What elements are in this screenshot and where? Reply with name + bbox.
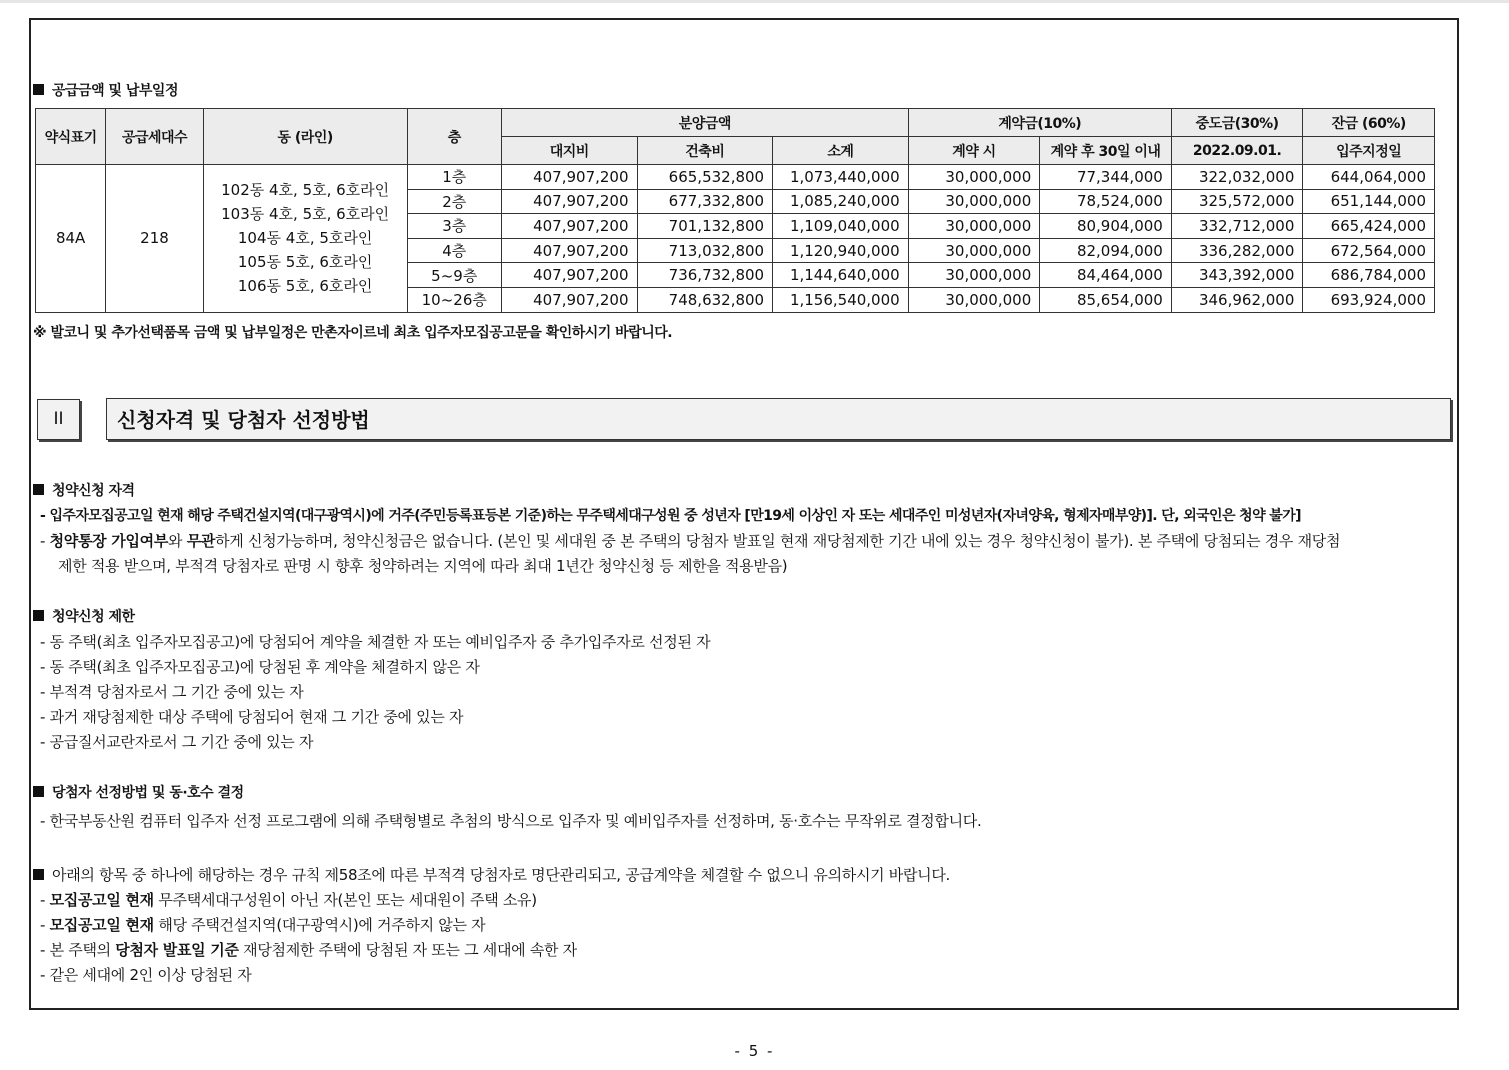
floor-cell: 4층 [407,238,501,263]
ineligible-item: - 모집공고일 현재 해당 주택건설지역(대구광역시)에 거주하지 않는 자 [40,916,486,934]
page-number: - 5 - [734,1042,775,1060]
within-30-cell: 77,344,000 [1040,165,1172,190]
land-cell: 407,907,200 [501,287,637,312]
land-cell: 407,907,200 [501,238,637,263]
floor-cell: 1층 [407,165,501,190]
col-interim: 중도금(30%) [1171,109,1303,137]
land-cell: 407,907,200 [501,189,637,214]
col-at-contract: 계약 시 [908,137,1040,165]
balance-cell: 665,424,000 [1303,214,1435,239]
table-row [36,165,1435,190]
section-number-badge: II [37,399,80,440]
col-type: 약식표기 [36,109,106,165]
within-30-cell: 82,094,000 [1040,238,1172,263]
col-deposit: 계약금(10%) [908,109,1171,137]
land-cell: 407,907,200 [501,263,637,288]
col-interim-date: 2022.09.01. [1171,137,1303,165]
construction-cell: 736,732,800 [637,263,773,288]
construction-cell: 713,032,800 [637,238,773,263]
building-line: 105동 5호, 6호라인 [237,253,373,272]
balance-cell: 644,064,000 [1303,165,1435,190]
floor-cell: 10~26층 [407,287,501,312]
building-lines-cell [203,165,407,313]
within-30-cell: 78,524,000 [1040,189,1172,214]
col-balance: 잔금 (60%) [1303,109,1435,137]
square-bullet-icon [33,84,44,95]
building-line: 106동 5호, 6호라인 [237,277,373,296]
type-cell: 84A [36,165,106,313]
building-line: 103동 4호, 5호, 6호라인 [221,205,390,224]
restriction-item: - 과거 재당첨제한 대상 주택에 당첨되어 현재 그 기간 중에 있는 자 [40,708,464,726]
balance-cell: 672,564,000 [1303,238,1435,263]
selection-item: - 한국부동산원 컴퓨터 입주자 선정 프로그램에 의해 주택형별로 추첨의 방식으로 입주자 및 예비입주자를 선정하며, 동·호수는 무작위로 결정합니다. [40,812,982,830]
col-building: 동 (라인) [203,109,407,165]
at-contract-cell: 30,000,000 [908,263,1040,288]
eligibility-item: - 입주자모집공고일 현재 해당 주택건설지역(대구광역시)에 거주(주민등록표등본 기준)하는 무주택세대구성원 중 성년자 [만19세 이상인 자 또는 세대주인 미성년자(자녀양육, 형제자매부양)]. 단, 외국인은 청약 불가] [40,508,1301,524]
subtotal-cell: 1,109,040,000 [773,214,909,239]
construction-cell: 665,532,800 [637,165,773,190]
subtotal-cell: 1,120,940,000 [773,238,909,263]
subtotal-cell: 1,085,240,000 [773,189,909,214]
top-edge-line [0,0,1509,3]
col-within-30: 계약 후 30일 이내 [1040,137,1172,165]
at-contract-cell: 30,000,000 [908,214,1040,239]
balcony-note: ※ 발코니 및 추가선택품목 금액 및 납부일정은 만촌자이르네 최초 입주자모집공고문을 확인하시기 바랍니다. [33,325,673,341]
square-bullet-icon [33,484,44,495]
at-contract-cell: 30,000,000 [908,165,1040,190]
supply-price-heading: 공급금액 및 납부일정 [33,80,178,100]
balance-cell: 693,924,000 [1303,287,1435,312]
col-units: 공급세대수 [106,109,203,165]
restriction-item: - 부적격 당첨자로서 그 기간 중에 있는 자 [40,683,304,701]
col-balance-date: 입주지정일 [1303,137,1435,165]
subtotal-cell: 1,144,640,000 [773,263,909,288]
balance-cell: 651,144,000 [1303,189,1435,214]
interim-cell: 343,392,000 [1171,263,1303,288]
land-cell: 407,907,200 [501,165,637,190]
within-30-cell: 85,654,000 [1040,287,1172,312]
restriction-item: - 동 주택(최초 입주자모집공고)에 당첨되어 계약을 체결한 자 또는 예비입주자 중 추가입주자로 선정된 자 [40,633,711,651]
price-schedule-table [35,108,1435,313]
subtotal-cell: 1,073,440,000 [773,165,909,190]
floor-cell: 5~9층 [407,263,501,288]
interim-cell: 346,962,000 [1171,287,1303,312]
ineligible-heading: 아래의 항목 중 하나에 해당하는 경우 규칙 제58조에 따른 부적격 당첨자로 명단관리되고, 공급계약을 체결할 수 없으니 유의하시기 바랍니다. [33,864,950,885]
interim-cell: 332,712,000 [1171,214,1303,239]
col-sale-price: 분양금액 [501,109,908,137]
col-land: 대지비 [501,137,637,165]
table-header-row-1 [36,109,1435,137]
building-line: 102동 4호, 5호, 6호라인 [221,181,390,200]
ineligible-item: - 같은 세대에 2인 이상 당첨된 자 [40,966,252,984]
floor-cell: 2층 [407,189,501,214]
square-bullet-icon [33,610,44,621]
subtotal-cell: 1,156,540,000 [773,287,909,312]
restriction-item: - 공급질서교란자로서 그 기간 중에 있는 자 [40,733,314,751]
building-line: 104동 4호, 5호라인 [237,229,373,248]
floor-cell: 3층 [407,214,501,239]
at-contract-cell: 30,000,000 [908,189,1040,214]
col-floor: 층 [407,109,501,165]
at-contract-cell: 30,000,000 [908,238,1040,263]
construction-cell: 677,332,800 [637,189,773,214]
col-construction: 건축비 [637,137,773,165]
ineligible-item: - 모집공고일 현재 무주택세대구성원이 아닌 자(본인 또는 세대원이 주택 소유) [40,891,537,909]
eligibility-item-continued: 제한 적용 받으며, 부적격 당첨자로 판명 시 향후 청약하려는 지역에 따라 최대 1년간 청약신청 등 제한을 적용받음) [58,557,788,575]
within-30-cell: 80,904,000 [1040,214,1172,239]
interim-cell: 322,032,000 [1171,165,1303,190]
balance-cell: 686,784,000 [1303,263,1435,288]
eligibility-item: - 청약통장 가입여부와 무관하게 신청가능하며, 청약신청금은 없습니다. (본인 및 세대원 중 본 주택의 당첨자 발표일 현재 재당첨제한 기간 내에 있는 경우 청약신청이 불가). 본 주택에 당첨되는 경우 재당첨 [40,532,1341,550]
restriction-heading: 청약신청 제한 [33,606,135,626]
at-contract-cell: 30,000,000 [908,287,1040,312]
construction-cell: 701,132,800 [637,214,773,239]
col-subtotal: 소계 [773,137,909,165]
restriction-item: - 동 주택(최초 입주자모집공고)에 당첨된 후 계약을 체결하지 않은 자 [40,658,480,676]
land-cell: 407,907,200 [501,214,637,239]
selection-heading: 당첨자 선정방법 및 동·호수 결정 [33,782,244,802]
units-cell: 218 [106,165,203,313]
eligibility-heading: 청약신청 자격 [33,480,135,500]
construction-cell: 748,632,800 [637,287,773,312]
square-bullet-icon [33,786,44,797]
ineligible-item: - 본 주택의 당첨자 발표일 기준 재당첨제한 주택에 당첨된 자 또는 그 세대에 속한 자 [40,941,577,959]
section-title: 신청자격 및 당첨자 선정방법 [106,398,1451,440]
square-bullet-icon [33,869,44,880]
interim-cell: 336,282,000 [1171,238,1303,263]
interim-cell: 325,572,000 [1171,189,1303,214]
within-30-cell: 84,464,000 [1040,263,1172,288]
